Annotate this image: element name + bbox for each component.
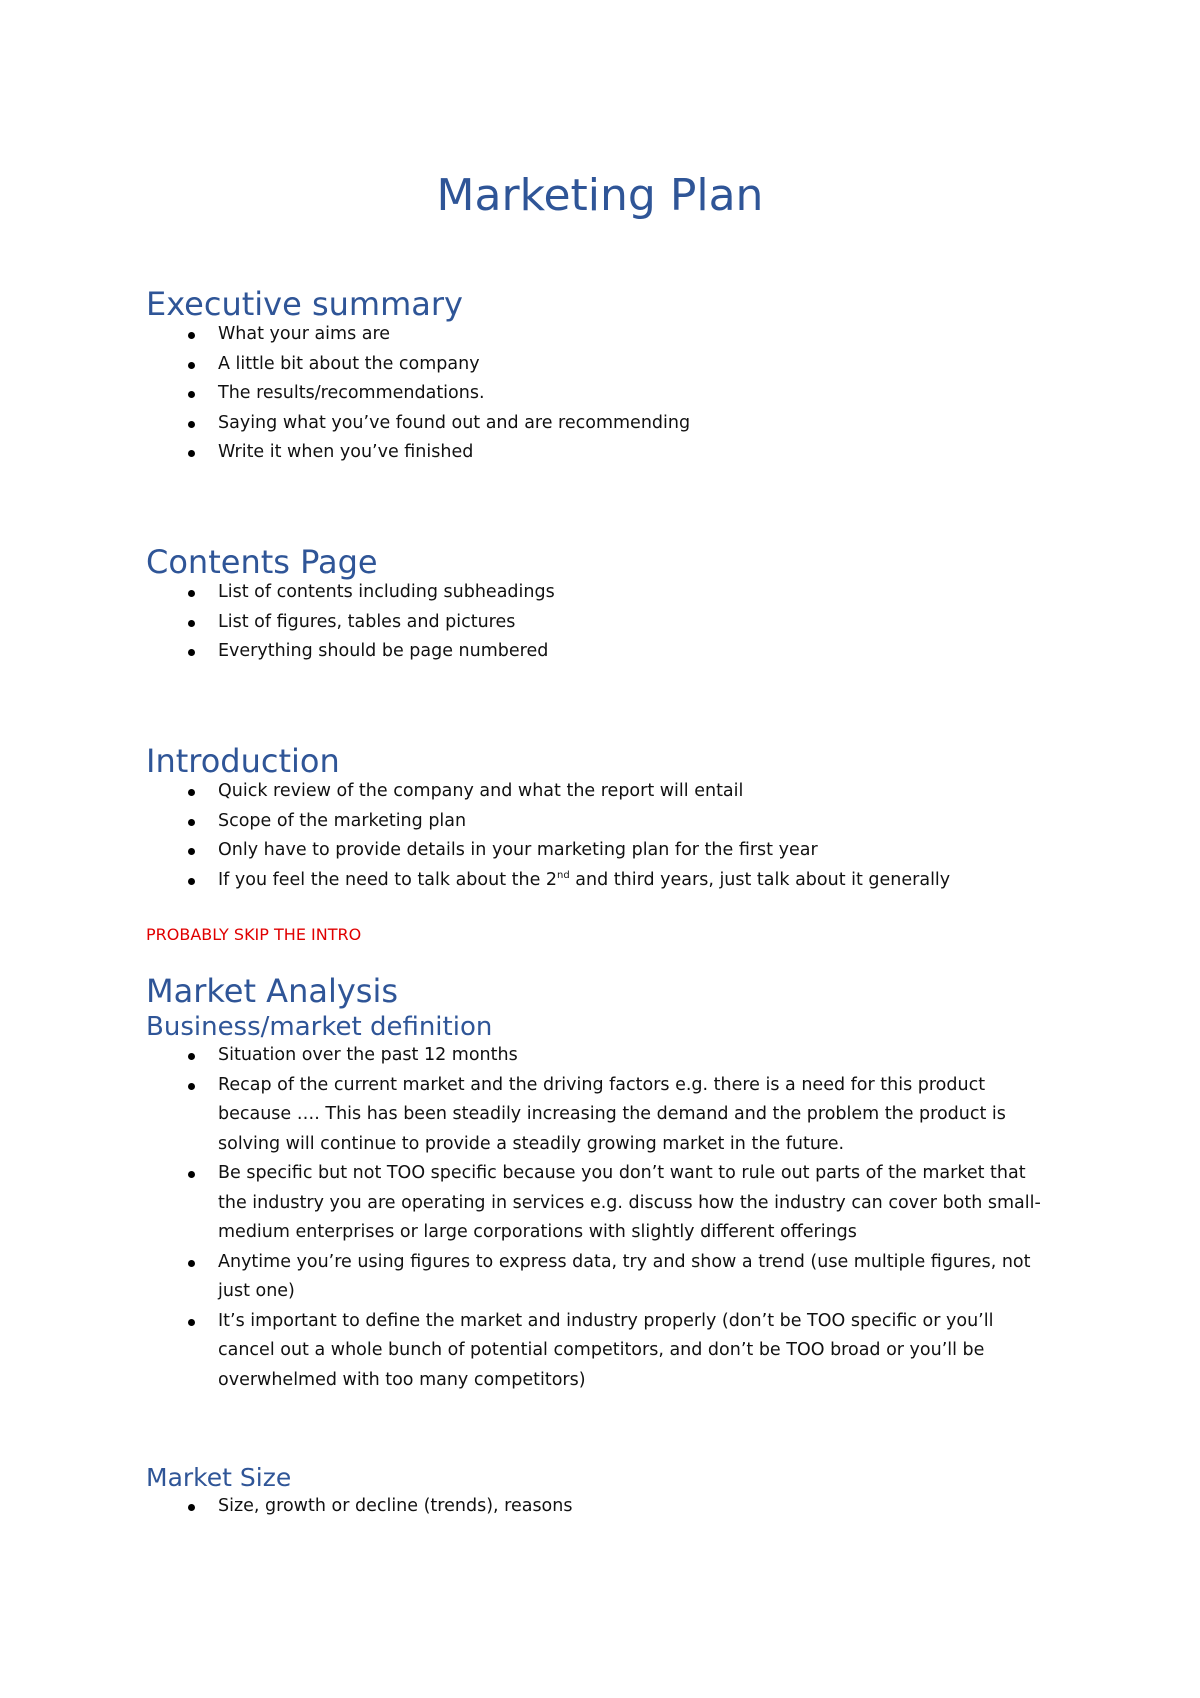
list-executive-summary [146,320,1086,468]
bullet-icon [188,332,195,339]
list-item: The results/recommendations. [146,379,1086,409]
bullet-icon [188,649,195,656]
list-item: Anytime you’re using figures to express data, try and show a trend (use multiple figures, not just one) [146,1248,1086,1307]
bullet-icon [188,1260,195,1267]
list-introduction [146,777,1086,895]
bullet-icon [188,450,195,457]
list-market-size [146,1492,1086,1522]
list-item: Recap of the current market and the driving factors e.g. there is a need for this product because …. This has been steadily increasing the demand and the problem the product is solving will continue to provide a steadily growing market in the future. [146,1071,1086,1160]
bullet-icon [188,1083,195,1090]
list-item: Everything should be page numbered [146,637,1086,667]
list-item: List of contents including subheadings [146,578,1086,608]
bullet-icon [188,819,195,826]
bullet-icon [188,421,195,428]
bullet-icon [188,590,195,597]
list-item: Quick review of the company and what the report will entail [146,777,1086,807]
list-market-analysis [146,1041,1086,1395]
list-item: Situation over the past 12 months [146,1041,1086,1071]
subheading-business-market-definition: Business/market definition [146,1012,493,1042]
list-item: What your aims are [146,320,1086,350]
document-title: Marketing Plan [436,170,764,221]
list-item: If you feel the need to talk about the 2nd and third years, just talk about it generally [146,866,1086,896]
bullet-icon [188,1319,195,1326]
list-item: Be specific but not TOO specific because you don’t want to rule out parts of the market that the industry you are operating in services e.g. discuss how the industry can cover both small-medium enterprises or large corporations with slightly different offerings [146,1159,1086,1248]
list-item: Saying what you’ve found out and are recommending [146,409,1086,439]
bullet-icon [188,789,195,796]
section-market-analysis [146,971,1086,1395]
list-item: Scope of the marketing plan [146,807,1086,837]
list-item: Write it when you’ve finished [146,438,1086,468]
bullet-icon [188,1053,195,1060]
list-item: A little bit about the company [146,350,1086,380]
heading-executive-summary: Executive summary [146,285,463,323]
bullet-icon [188,1504,195,1511]
bullet-icon [188,362,195,369]
heading-market-analysis: Market Analysis [146,972,399,1010]
list-item: List of figures, tables and pictures [146,608,1086,638]
bullet-icon [188,848,195,855]
bullet-icon [188,391,195,398]
list-item: Size, growth or decline (trends), reasons [146,1492,1086,1522]
list-contents-page [146,578,1086,667]
section-contents-page [146,542,1086,667]
section-introduction [146,741,1086,895]
heading-contents-page: Contents Page [146,543,378,581]
heading-market-size: Market Size [146,1463,292,1492]
heading-introduction: Introduction [146,742,340,780]
section-market-size [146,1462,1086,1522]
list-item: It’s important to define the market and industry properly (don’t be TOO specific or you’ll cancel out a whole bunch of potential competitors, and don’t be TOO broad or you’ll be overwhelmed with too many competitors) [146,1307,1086,1396]
section-executive-summary [146,284,1086,468]
list-item: Only have to provide details in your marketing plan for the first year [146,836,1086,866]
bullet-icon [188,620,195,627]
skip-intro-note: PROBABLY SKIP THE INTRO [146,925,362,944]
bullet-icon [188,1171,195,1178]
bullet-icon [188,878,195,885]
